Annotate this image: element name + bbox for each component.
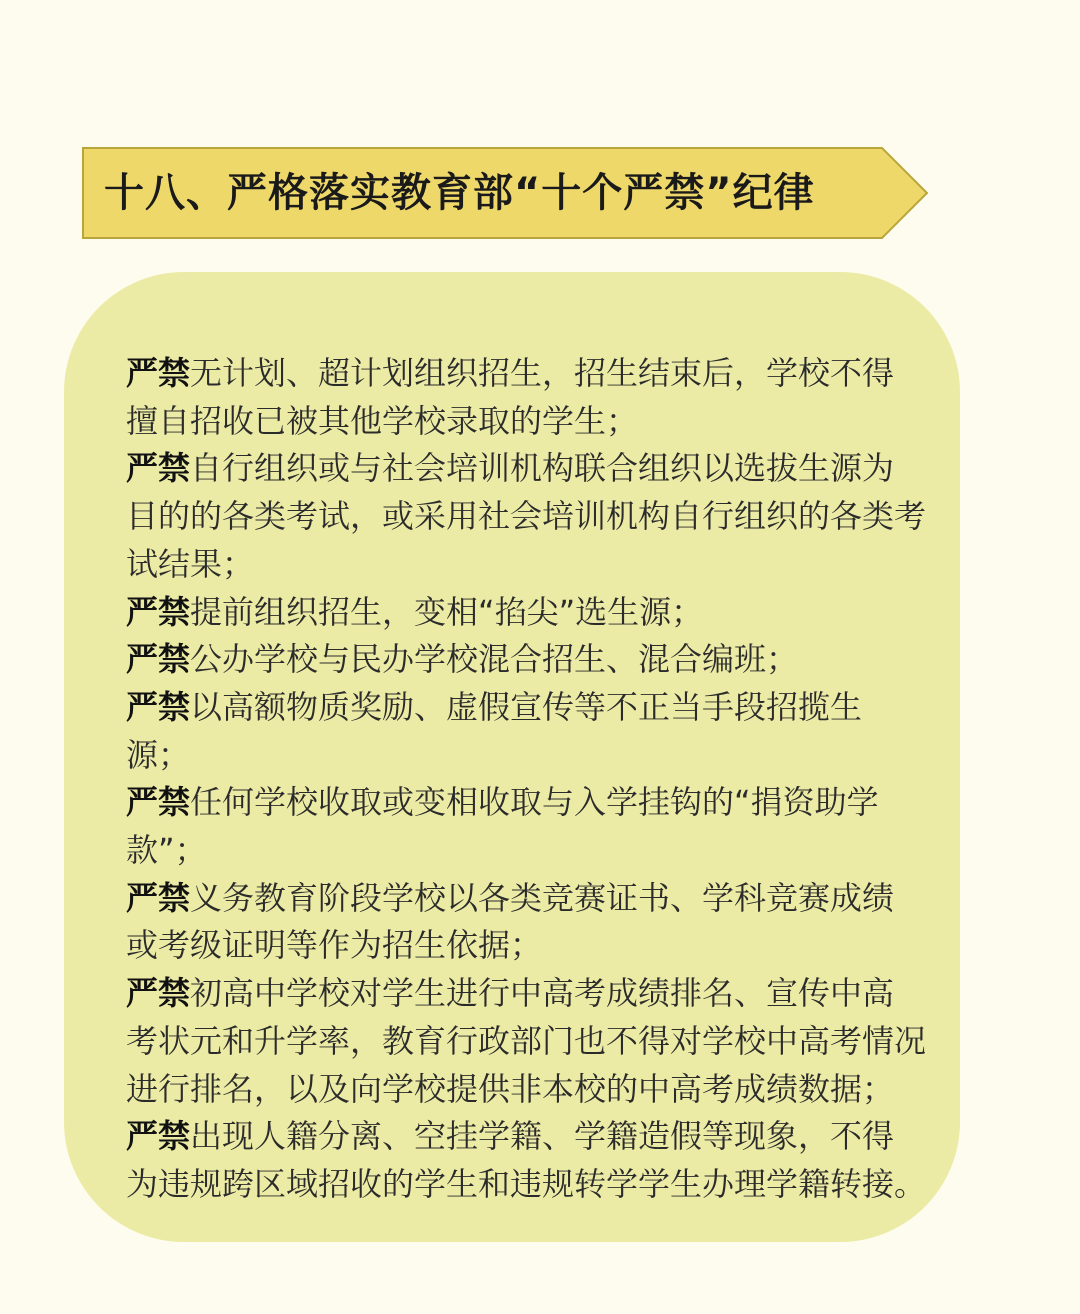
rule-item <box>126 684 926 779</box>
rule-text: 公办学校与民办学校混合招生、混合编班； <box>190 640 799 679</box>
rule-label: 严禁 <box>126 1117 191 1156</box>
rules-list <box>126 350 926 1209</box>
section-title: 十八、严格落实教育部“十个严禁”纪律 <box>104 170 815 216</box>
rule-item <box>126 636 926 684</box>
rule-item <box>126 1113 926 1208</box>
rule-item <box>126 350 926 445</box>
rule-text: 初高中学校对学生进行中高考成绩排名、宣传中高考状元和升学率，教育行政部门也不得对学校中高考情况进行排名，以及向学校提供非本校的中高考成绩数据； <box>126 974 927 1108</box>
rule-label: 严禁 <box>126 592 191 631</box>
title-banner <box>82 147 928 239</box>
rule-text: 以高额物质奖励、虚假宣传等不正当手段招揽生源； <box>126 687 863 774</box>
rule-item <box>126 445 926 588</box>
rule-label: 严禁 <box>126 783 191 822</box>
rule-text: 任何学校收取或变相收取与入学挂钩的“捐资助学款”； <box>126 783 879 870</box>
rule-text: 义务教育阶段学校以各类竞赛证书、学科竞赛成绩或考级证明等作为招生依据； <box>126 878 895 965</box>
rule-label: 严禁 <box>126 878 191 917</box>
rule-text: 无计划、超计划组织招生，招生结束后，学校不得擅自招收已被其他学校录取的学生； <box>126 354 895 440</box>
rule-text: 自行组织或与社会培训机构联合组织以选拔生源为目的的各类考试，或采用社会培训机构自行组织的各类考试结果； <box>126 449 927 583</box>
rule-item <box>126 970 926 1113</box>
rule-label: 严禁 <box>126 449 191 488</box>
rule-label: 严禁 <box>126 354 191 392</box>
rule-label: 严禁 <box>126 687 191 726</box>
rule-item <box>126 875 926 970</box>
rule-item <box>126 779 926 874</box>
rule-label: 严禁 <box>126 640 191 679</box>
rule-text: 出现人籍分离、空挂学籍、学籍造假等现象，不得为违规跨区域招收的学生和违规转学学生办理学籍转接。 <box>126 1117 927 1203</box>
rule-item <box>126 589 926 637</box>
rule-text: 提前组织招生，变相“掐尖”选生源； <box>190 592 704 631</box>
rule-label: 严禁 <box>126 974 191 1013</box>
